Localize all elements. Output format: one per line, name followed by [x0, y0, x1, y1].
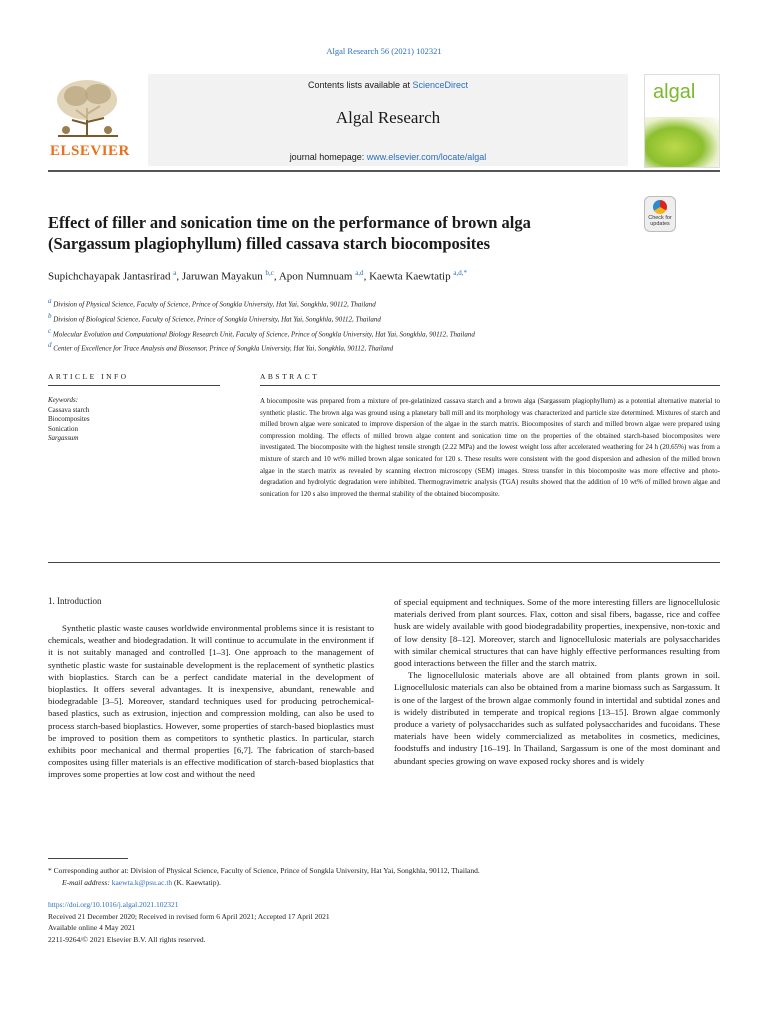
sciencedirect-link[interactable]: ScienceDirect [412, 80, 469, 90]
available-online: Available online 4 May 2021 [48, 923, 136, 932]
abstract-text: A biocomposite was prepared from a mixture of pre-gelatinized cassava starch and a brown alga (Sargassum plagiophyllum) as a potential alternative material to synthetic plastic. The brown alga was ground using a planetary ball mill and its morphology was characterized and particle size determined. Mixtures of starch and milled brown algae were sonicated to improve dispersion of the algae in the starch matrix. Biocomposites of starch and milled brown algae were prepared using compression molding. The effects of milled brown algae content and sonication time on the properties of the obtained starch-based biocomposites were investigated. The biocomposite with the highest tensile strength (2.22 MPa) and the lowest weight loss after accelerated weathering for 24 h (20.65%) was from a mixture of starch and 10 wt% milled brown algae sonicated for 120 s. These results were consistent with the good dispersion and adhesion of the milled brown algae in the starch matrix as revealed by scanning electron microscopy (SEM) images. Stress transfer in this biocomposite was more effective and photo-degradation and hydrolytic degradation were inhibited. Thermogravimetric analysis (TGA) results showed that the addition of 10 wt% of milled brown algae and sonication for 120 s also improved the thermal stability of the obtained biocomposite. [260, 397, 720, 498]
journal-title: Algal Research [335, 108, 441, 127]
keyword: Biocomposites [48, 415, 90, 424]
affiliation-sup: d [48, 341, 52, 350]
body-paragraph: The lignocellulosic materials above are all obtained from plants grown in soil. Lignocellulosic materials can also be obtained from a marine biomass such as Sargassum. It is one of the largest of the brown algae commonly found in intertidal and subtidal zones and is widely distributed in temperate and tropical regions [13–15]. Brown algae commonly produce a variety of polysaccharides such as sulfated polysaccharides and fucoidans. These materials have been widely commercialized as metabolites in cosmetics, medicines, foodstuffs and industry [16–19]. In Thailand, Sargassum is one of the most dominant and abundant species growing on wave exposed rocky shores and is widely [394, 670, 720, 766]
affiliation-sup: b [48, 311, 52, 320]
cover-wordmark: algal [653, 81, 696, 103]
abstract-bottom-divider [48, 562, 720, 563]
elsevier-tree-icon [48, 74, 126, 144]
article-title: Effect of filler and sonication time on the performance of brown alga (Sargassum plagiophyllum) filled cassava starch biocomposites [48, 213, 531, 253]
author-affil-sup[interactable]: a,d [355, 269, 364, 277]
section-heading-introduction: 1. Introduction [48, 596, 102, 606]
contents-line [148, 80, 628, 90]
check-updates-label: Check for updates [648, 215, 672, 227]
author-list: Supichchayapak Jantasrirad $^a$, Jaruwan Mayakun $^{b,c}$, Apon Numnuam $^{a,d}$, Kaewta Kaewtatip $^{a,d,*}$ [48, 269, 467, 283]
abstract-divider [260, 385, 720, 386]
journal-cover-image [644, 74, 720, 168]
email-line [48, 877, 720, 889]
email-link[interactable]: kaewta.k@psu.ac.th [111, 878, 173, 887]
keywords-list [48, 396, 220, 444]
affiliation [48, 311, 720, 326]
affiliation-text: Division of Physical Science, Faculty of Science, Prince of Songkla University, Hat Yai, Songkhla, 90112, Thailand [53, 300, 376, 309]
copyright: 2211-9264/© 2021 Elsevier B.V. All rights reserved. [48, 934, 206, 944]
affiliation [48, 340, 720, 355]
keyword: Cassava starch [48, 405, 90, 414]
elsevier-wordmark: ELSEVIER [50, 143, 130, 159]
author-affil-sup[interactable]: b,c [265, 269, 274, 277]
affiliation-text: Molecular Evolution and Computational Biology Research Unit, Faculty of Science, Prince of Songkla University, Hat Yai, Songkhla, 90112, Thailand [52, 329, 475, 338]
corresponding-author-note: * Corresponding author at: Division of Physical Science, Faculty of Science, Prince of Songkla University, Hat Yai, Songkhla, 90112, Thailand. [48, 866, 480, 875]
publication-info [48, 899, 720, 945]
elsevier-logo [48, 74, 130, 164]
footnote [48, 865, 720, 889]
article-info-divider [48, 385, 220, 386]
affiliation-sup: a [48, 297, 52, 305]
article-info-heading: ARTICLE INFO [48, 372, 129, 381]
author-name[interactable]: Apon Numnuam [278, 270, 353, 283]
footnote-divider [48, 858, 128, 859]
body-column-left [48, 622, 374, 781]
received-dates: Received 21 December 2020; Received in revised form 6 April 2021; Accepted 17 April 2021 [48, 911, 330, 921]
body-column-right [394, 596, 720, 767]
homepage-link[interactable]: www.elsevier.com/locate/algal [366, 152, 487, 162]
author-name[interactable]: Kaewta Kaewtatip [369, 270, 451, 283]
keyword: Sonication [48, 424, 78, 433]
keyword: Sargassum [48, 434, 79, 443]
affiliation-text: Center of Excellence for Trace Analysis and Biosensor, Prince of Songkla University, Hat Yai, Songkhla, 90112, Thailand [53, 344, 394, 353]
body-paragraph: Synthetic plastic waste causes worldwide environmental problems since it is resistant to chemicals, weather and biodegradation. It will continue to accumulate in the environment if it is not suitably managed and controlled [1–3]. One approach to the management of synthetic plastic waste for sustainable development is the replacement of synthetic plastics with bioplastics. Starch can be a perfect candidate material in the development of bioplastics. It offers several advantages. It is inexpensive, abundant, renewable and biodegradable [3–5]. Moreover, standard techniques used for producing petrochemical-based plastics, such as extrusion, injection and compression molding, can also be used to process starch-based bioplastics. However, some properties of starch-based bioplastics must be improved to position them as competitors to synthetic plastics. In particular, starch exhibits poor mechanical and thermal properties [6,7]. The fabrication of starch-based composites using filler materials is an effective modification of starch-based bioplastics that improves some properties at low cost and without the need [48, 623, 374, 780]
affiliations [48, 296, 720, 355]
body-paragraph: of special equipment and techniques. Some of the more interesting fillers are lignocellulosic materials derived from plant sources. Flax, cotton and sisal fibers, bagasse, rice and coffee husk are widely available with good biodegradability properties, inexpensive, non-toxic and of low density [8–12]. Moreover, starch and lignocellulosic materials are polysaccharides with similar chemical structures that can have highly effective performances resulting from good interactions between the filler and the starch matrix. [394, 597, 720, 669]
affiliation [48, 326, 720, 341]
affiliation-text: Division of Biological Science, Faculty of Science, Prince of Songkla University, Hat Yai, Songkhla, 90112, Thailand [53, 315, 381, 324]
check-for-updates-badge[interactable] [644, 196, 676, 232]
abstract-heading: ABSTRACT [260, 372, 320, 381]
email-label: E-mail address: [62, 878, 112, 887]
affiliation-sup: c [48, 326, 52, 335]
email-suffix: (K. Kaewtatip). [172, 878, 221, 887]
check-updates-icon [653, 200, 667, 214]
keywords-label: Keywords: [48, 396, 79, 404]
journal-reference[interactable]: Algal Research 56 (2021) 102321 [326, 46, 442, 56]
doi-link[interactable]: https://doi.org/10.1016/j.algal.2021.102321 [48, 900, 179, 909]
affiliation [48, 296, 720, 311]
author-name[interactable]: Supichchayapak Jantasrirad [48, 270, 171, 283]
author-affil-sup[interactable]: a,d,* [453, 269, 467, 277]
homepage-line [148, 152, 628, 162]
contents-prefix: Contents lists available at [307, 80, 413, 90]
homepage-prefix: journal homepage: [289, 152, 367, 162]
cover-art [645, 117, 719, 167]
header-center-panel [148, 74, 628, 166]
author-name[interactable]: Jaruwan Mayakun [181, 270, 263, 283]
author-affil-sup[interactable]: a [173, 269, 177, 277]
journal-header [48, 74, 720, 172]
